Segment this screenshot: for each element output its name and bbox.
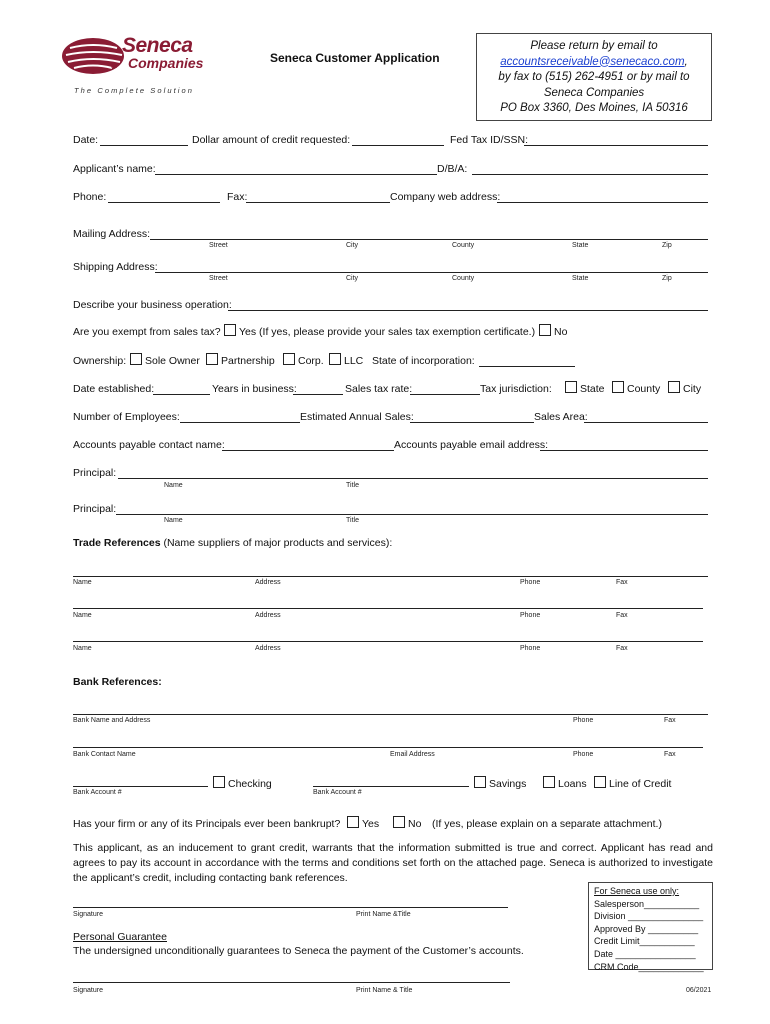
bank-references-heading: Bank References: [73, 676, 162, 688]
mailing-street-caption: Street [209, 242, 228, 249]
mailing-county-caption: County [452, 242, 475, 249]
ap-contact-label: Accounts payable contact name: [73, 439, 225, 451]
return-email-link[interactable]: accountsreceivable@senecaco.com [500, 55, 685, 68]
bankrupt-yes-label: Yes [362, 818, 380, 830]
jurisdiction-city-checkbox[interactable] [668, 381, 680, 393]
trade-ref-2-name-caption: Name [73, 612, 92, 619]
trade-ref-2-address-caption: Address [255, 612, 281, 619]
bank-fax-caption-1: Fax [664, 717, 676, 724]
shipping-state-caption: State [572, 275, 589, 282]
sales-area-label: Sales Area: [534, 411, 588, 423]
dba-field[interactable] [472, 174, 708, 175]
bank-contact-caption: Bank Contact Name [73, 751, 136, 758]
bank-name-address-line[interactable] [73, 714, 708, 715]
fed-tax-label: Fed Tax ID/SSN: [450, 134, 529, 146]
credit-amount-label: Dollar amount of credit requested: [192, 134, 351, 146]
trade-references-subtitle: (Name suppliers of major products and services): [160, 537, 393, 549]
bank-contact-line[interactable] [73, 747, 703, 748]
principal-2-field[interactable] [116, 514, 708, 515]
applicant-name-field[interactable] [155, 174, 437, 175]
trade-ref-2-line[interactable] [73, 608, 703, 609]
office-division[interactable]: Division _______________ [594, 911, 704, 922]
trade-ref-1-line[interactable] [73, 576, 708, 577]
shipping-city-caption: City [346, 275, 359, 282]
form-revision-date: 06/2021 [686, 987, 712, 994]
jurisdiction-state-label: State [580, 383, 605, 395]
business-description-label: Describe your business operation: [73, 299, 232, 311]
savings-label: Savings [489, 778, 527, 790]
trade-ref-1-fax-caption: Fax [616, 579, 628, 586]
ownership-corp-option[interactable] [283, 353, 324, 367]
company-logo [62, 36, 232, 76]
checking-checkbox[interactable] [213, 776, 225, 788]
mailing-zip-caption: Zip [662, 242, 672, 249]
mailing-address-field[interactable] [150, 239, 708, 240]
signature-2-line[interactable] [73, 982, 510, 983]
shipping-county-caption: County [452, 275, 475, 282]
signature-1-line[interactable] [73, 907, 508, 908]
checking-option[interactable] [213, 776, 272, 790]
trade-references-heading [73, 537, 392, 549]
tax-jurisdiction-label: Tax jurisdiction: [480, 383, 552, 395]
applicant-name-label: Applicant’s name: [73, 163, 156, 175]
employees-field[interactable] [180, 422, 300, 423]
fax-field[interactable] [246, 202, 390, 203]
fed-tax-field[interactable] [524, 145, 708, 146]
date-label: Date: [73, 134, 99, 146]
personal-guarantee-heading: Personal Guarantee [73, 931, 167, 943]
trade-ref-3-address-caption: Address [255, 645, 281, 652]
savings-option[interactable] [474, 776, 526, 790]
print-name-2-caption: Print Name & Title [356, 987, 413, 994]
annual-sales-label: Estimated Annual Sales: [300, 411, 414, 423]
personal-guarantee-text: The undersigned unconditionally guarantees to Seneca the payment of the Customer’s accounts. [73, 945, 524, 957]
fax-label: Fax: [227, 191, 248, 203]
principal-2-label: Principal: [73, 503, 117, 515]
trade-ref-3-fax-caption: Fax [616, 645, 628, 652]
loans-checkbox[interactable] [543, 776, 555, 788]
web-address-field[interactable] [497, 202, 708, 203]
logo-brand-sub: Companies [128, 55, 204, 71]
ownership-llc-option[interactable] [329, 353, 363, 367]
tax-exempt-no-label: No [554, 326, 568, 338]
state-incorporation-field[interactable] [479, 366, 575, 367]
corp-checkbox[interactable] [283, 353, 295, 365]
checking-account-caption: Bank Account # [73, 789, 122, 796]
trade-ref-3-name-caption: Name [73, 645, 92, 652]
principal-2-name-caption: Name [164, 517, 183, 524]
principal-2-title-caption: Title [346, 517, 359, 524]
shipping-address-label: Shipping Address: [73, 261, 158, 273]
date-established-label: Date established: [73, 383, 155, 395]
bank-fax-caption-2: Fax [664, 751, 676, 758]
credit-amount-field[interactable] [352, 145, 444, 146]
tax-exempt-yes-label: Yes (If yes, please provide your sales tax exemption certificate.) [239, 326, 536, 338]
sole-owner-label: Sole Owner [145, 355, 200, 367]
phone-label: Phone: [73, 191, 107, 203]
jurisdiction-county-option[interactable] [612, 381, 660, 395]
trade-ref-2-phone-caption: Phone [520, 612, 541, 619]
savings-checkbox[interactable] [474, 776, 486, 788]
return-line-4: Seneca Companies [543, 86, 645, 99]
bank-name-address-caption: Bank Name and Address [73, 717, 151, 724]
llc-checkbox[interactable] [329, 353, 341, 365]
principal-1-field[interactable] [118, 478, 708, 479]
return-email-line [477, 55, 711, 71]
ownership-label: Ownership: [73, 355, 127, 367]
bank-phone-caption-1: Phone [573, 717, 594, 724]
line-of-credit-label: Line of Credit [609, 778, 672, 790]
years-in-business-field[interactable] [293, 394, 343, 395]
bankrupt-question: Has your firm or any of its Principals ever been bankrupt? [73, 818, 341, 830]
trade-ref-1-name-caption: Name [73, 579, 92, 586]
office-credit-limit[interactable]: Credit Limit___________ [594, 936, 695, 947]
trade-ref-1-address-caption: Address [255, 579, 281, 586]
office-date[interactable]: Date ________________ [594, 948, 696, 959]
sales-tax-rate-field[interactable] [410, 394, 480, 395]
return-instructions-box [476, 33, 712, 121]
ap-email-field[interactable] [540, 450, 708, 451]
jurisdiction-state-checkbox[interactable] [565, 381, 577, 393]
checking-label: Checking [228, 778, 272, 790]
mailing-address-label: Mailing Address: [73, 228, 151, 240]
business-description-field[interactable] [228, 310, 708, 311]
shipping-zip-caption: Zip [662, 275, 672, 282]
annual-sales-field[interactable] [410, 422, 534, 423]
line-of-credit-option[interactable] [594, 776, 671, 790]
bankrupt-no-option[interactable] [393, 816, 421, 830]
logo-tagline: T h e C o m p l e t e S o l u t i o n [74, 86, 192, 95]
page-title: Seneca Customer Application [270, 51, 440, 65]
tax-exempt-question: Are you exempt from sales tax? [73, 326, 221, 338]
sales-area-field[interactable] [584, 422, 708, 423]
office-salesperson[interactable]: Salesperson___________ [594, 898, 700, 909]
jurisdiction-city-option[interactable] [668, 381, 701, 395]
office-crm-code[interactable]: CRM Code_____________ [594, 961, 704, 972]
bankrupt-no-checkbox[interactable] [393, 816, 405, 828]
agreement-paragraph: This applicant, as an inducement to grant credit, warrants that the information submitted is true and correct. Applicant has read and agrees to pay its account in accordance with the terms and conditions set forth on the attached page. Seneca is authorized to investigate the applicant’s credit, including contacting bank references. [73, 842, 713, 884]
bankrupt-no-label: No [408, 818, 422, 830]
ownership-partnership-option[interactable] [206, 353, 275, 367]
ap-email-label: Accounts payable email address: [394, 439, 549, 451]
shipping-address-field[interactable] [155, 272, 708, 273]
employees-label: Number of Employees: [73, 411, 180, 423]
bank-phone-caption-2: Phone [573, 751, 594, 758]
ap-contact-field[interactable] [222, 450, 394, 451]
logo-tm: TM [110, 64, 118, 70]
sole-owner-checkbox[interactable] [130, 353, 142, 365]
trade-references-title: Trade References [73, 537, 161, 549]
bankrupt-yes-option[interactable] [347, 816, 379, 830]
tax-exempt-yes-checkbox[interactable] [224, 324, 236, 336]
date-field[interactable] [100, 145, 188, 146]
llc-label: LLC [344, 355, 364, 367]
partnership-checkbox[interactable] [206, 353, 218, 365]
partnership-label: Partnership [221, 355, 275, 367]
print-name-1-caption: Print Name &Title [356, 911, 411, 918]
office-use-box [588, 882, 713, 970]
jurisdiction-city-label: City [683, 383, 702, 395]
sales-tax-rate-label: Sales tax rate: [345, 383, 413, 395]
return-line-1: Please return by email to [530, 40, 658, 52]
jurisdiction-state-option[interactable] [565, 381, 605, 395]
return-line-3: by fax to (515) 262-4951 or by mail to [498, 71, 690, 83]
mailing-city-caption: City [346, 242, 359, 249]
savings-account-caption: Bank Account # [313, 789, 362, 796]
ownership-sole-option[interactable] [130, 353, 200, 367]
signature-2-caption: Signature [73, 987, 103, 994]
loans-option[interactable] [543, 776, 587, 790]
jurisdiction-county-label: County [627, 383, 661, 395]
tax-exempt-yes-option[interactable] [224, 324, 535, 338]
corp-label: Corp. [298, 355, 324, 367]
phone-field[interactable] [108, 202, 220, 203]
mailing-state-caption: State [572, 242, 589, 249]
office-use-heading: For Seneca use only: [594, 886, 680, 896]
principal-1-label: Principal: [73, 467, 117, 479]
web-address-label: Company web address: [390, 191, 501, 203]
dba-label: D/B/A: [437, 163, 468, 175]
trade-ref-3-line[interactable] [73, 641, 703, 642]
line-of-credit-checkbox[interactable] [594, 776, 606, 788]
tax-exempt-no-checkbox[interactable] [539, 324, 551, 336]
tax-exempt-no-option[interactable] [539, 324, 567, 338]
bankrupt-note: (If yes, please explain on a separate attachment.) [432, 818, 662, 830]
principal-1-name-caption: Name [164, 482, 183, 489]
state-incorporation-label: State of incorporation: [372, 355, 475, 367]
checking-account-field[interactable] [73, 786, 208, 787]
date-established-field[interactable] [153, 394, 210, 395]
shipping-street-caption: Street [209, 275, 228, 282]
years-in-business-label: Years in business: [212, 383, 297, 395]
loans-label: Loans [558, 778, 587, 790]
principal-1-title-caption: Title [346, 482, 359, 489]
jurisdiction-county-checkbox[interactable] [612, 381, 624, 393]
trade-ref-1-phone-caption: Phone [520, 579, 541, 586]
bankrupt-yes-checkbox[interactable] [347, 816, 359, 828]
logo-brand-name: Seneca [122, 34, 193, 57]
signature-1-caption: Signature [73, 911, 103, 918]
bank-email-caption: Email Address [390, 751, 435, 758]
trade-ref-2-fax-caption: Fax [616, 612, 628, 619]
office-approved-by[interactable]: Approved By __________ [594, 923, 699, 934]
savings-account-field[interactable] [313, 786, 469, 787]
return-email-suffix: , [684, 55, 688, 68]
return-line-5: PO Box 3360, Des Moines, IA 50316 [500, 102, 688, 114]
trade-ref-3-phone-caption: Phone [520, 645, 541, 652]
